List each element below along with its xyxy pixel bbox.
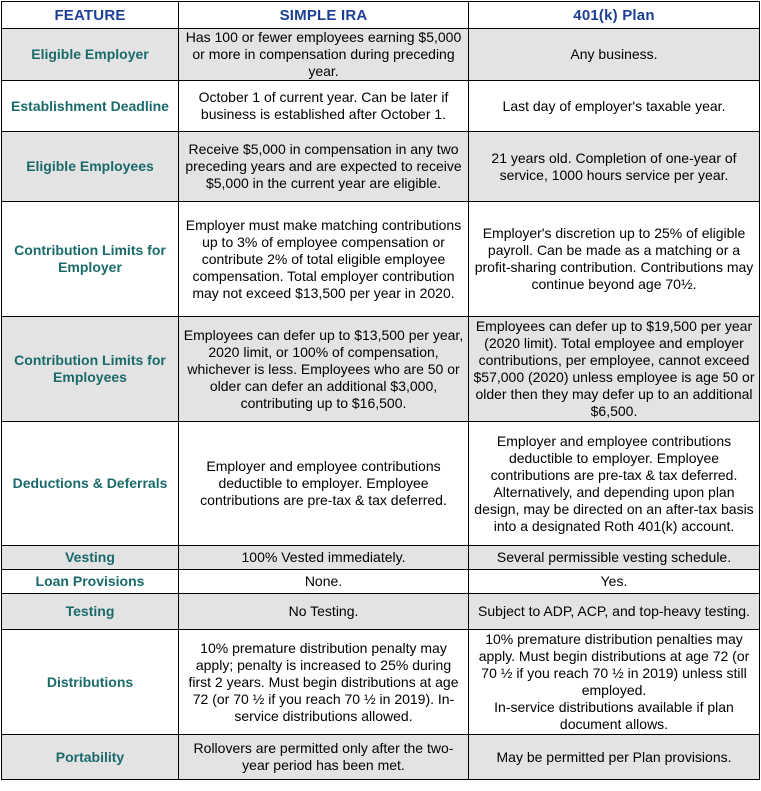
table-row — [2, 317, 760, 422]
simple-ira-cell: No Testing. — [179, 594, 469, 630]
simple-ira-cell: Employees can defer up to $13,500 per year, 2020 limit, or 100% of compensation, whichever is less. Employees who are 50 or older can defer an additional $3,000, contributing up to $16,500. — [179, 317, 469, 422]
table-row — [2, 422, 760, 546]
simple-ira-cell: Employer must make matching contributions up to 3% of employee compensation or contribute 2% of total eligible employee compensation. Total employer contribution may not exceed $13,500 per year in 2020. — [179, 202, 469, 317]
plan-401k-cell: Several permissible vesting schedule. — [469, 546, 760, 570]
plan-401k-cell: 21 years old. Completion of one-year of service, 1000 hours service per year. — [469, 132, 760, 202]
feature-label: Distributions — [2, 630, 179, 735]
feature-label: Loan Provisions — [2, 570, 179, 594]
simple-ira-cell: Has 100 or fewer employees earning $5,000 or more in compensation during preceding year. — [179, 29, 469, 81]
comparison-table — [1, 1, 760, 780]
simple-ira-cell: October 1 of current year. Can be later if business is established after October 1. — [179, 81, 469, 132]
header-feature: FEATURE — [2, 2, 179, 29]
simple-ira-cell: Employer and employee contributions deductible to employer. Employee contributions are pre-tax & tax deferred. — [179, 422, 469, 546]
table-row — [2, 594, 760, 630]
simple-ira-cell: None. — [179, 570, 469, 594]
plan-401k-cell: Employees can defer up to $19,500 per year (2020 limit). Total employee and employer contributions, per employee, cannot exceed $57,000 (2020) unless employee is age 50 or older then they may defer up to an additional $6,500. — [469, 317, 760, 422]
feature-label: Eligible Employer — [2, 29, 179, 81]
header-simple-ira: SIMPLE IRA — [179, 2, 469, 29]
feature-label: Deductions & Deferrals — [2, 422, 179, 546]
plan-401k-cell: Last day of employer's taxable year. — [469, 81, 760, 132]
table-row — [2, 132, 760, 202]
table-row — [2, 570, 760, 594]
plan-401k-cell: May be permitted per Plan provisions. — [469, 735, 760, 780]
table-row — [2, 630, 760, 735]
feature-label: Establishment Deadline — [2, 81, 179, 132]
simple-ira-cell: Receive $5,000 in compensation in any two preceding years and are expected to receive $5,000 in the current year are eligible. — [179, 132, 469, 202]
table-row — [2, 81, 760, 132]
feature-label: Portability — [2, 735, 179, 780]
plan-401k-cell: 10% premature distribution penalties may apply. Must begin distributions at age 72 (or 70 ½ if you reach 70 ½ in 2019) unless still employed. In-service distributions available if plan document allows. — [469, 630, 760, 735]
simple-ira-cell: 10% premature distribution penalty may apply; penalty is increased to 25% during first 2 years. Must begin distributions at age 72 (or 70 ½ if you reach 70 ½ in 2019). In-service distributions allowed. — [179, 630, 469, 735]
simple-ira-cell: Rollovers are permitted only after the two-year period has been met. — [179, 735, 469, 780]
table-row — [2, 546, 760, 570]
feature-label: Contribution Limits for Employees — [2, 317, 179, 422]
feature-label: Vesting — [2, 546, 179, 570]
feature-label: Testing — [2, 594, 179, 630]
header-row — [2, 2, 760, 29]
table-row — [2, 202, 760, 317]
simple-ira-cell: 100% Vested immediately. — [179, 546, 469, 570]
table-row — [2, 29, 760, 81]
table-row — [2, 735, 760, 780]
plan-401k-cell: Employer's discretion up to 25% of eligible payroll. Can be made as a matching or a profit-sharing contribution. Contributions may continue beyond age 70½. — [469, 202, 760, 317]
header-401k-plan: 401(k) Plan — [469, 2, 760, 29]
feature-label: Eligible Employees — [2, 132, 179, 202]
plan-401k-cell: Employer and employee contributions deductible to employer. Employee contributions are pre-tax & tax deferred. Alternatively, and depending upon plan design, may be directed on an after-tax basis into a designated Roth 401(k) account. — [469, 422, 760, 546]
plan-401k-cell: Subject to ADP, ACP, and top-heavy testing. — [469, 594, 760, 630]
feature-label: Contribution Limits for Employer — [2, 202, 179, 317]
plan-401k-cell: Yes. — [469, 570, 760, 594]
plan-401k-cell: Any business. — [469, 29, 760, 81]
